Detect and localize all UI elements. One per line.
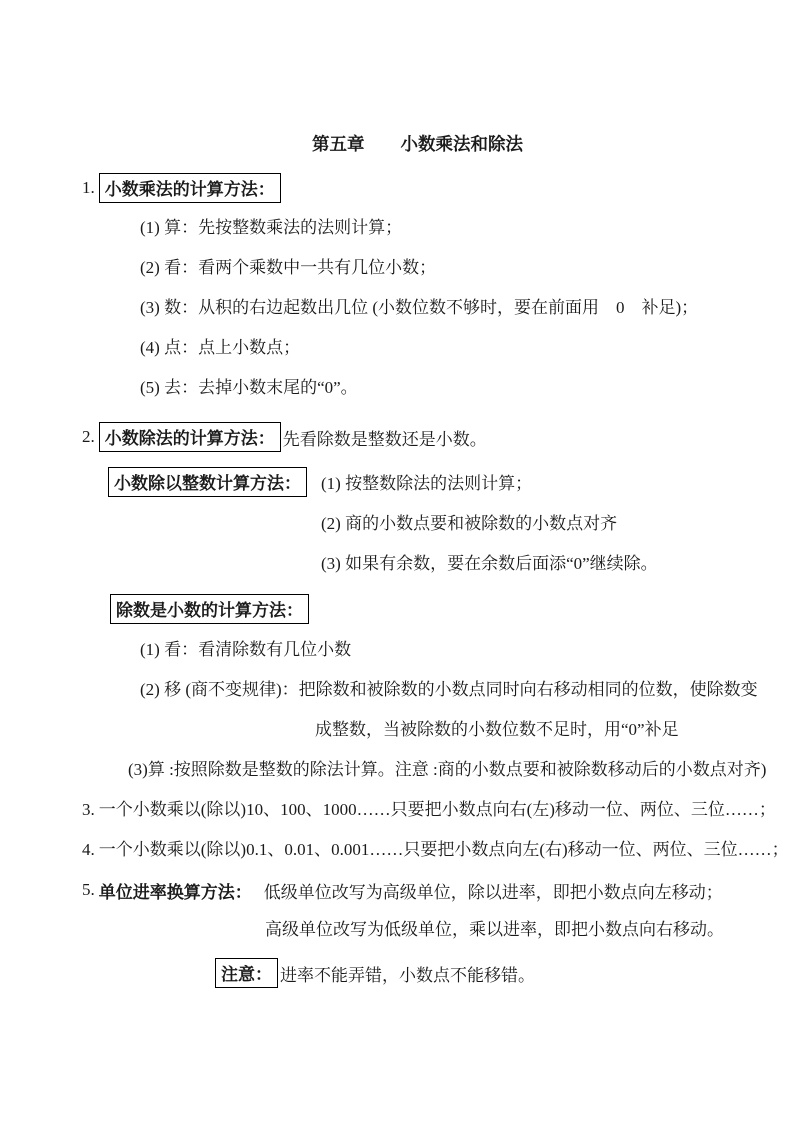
section-1-heading xyxy=(82,174,753,202)
section-1-number: 1. xyxy=(82,178,95,197)
divide-by-integer-boxed-label: 小数除以整数计算方法： xyxy=(108,467,307,497)
section-4-line xyxy=(82,830,789,870)
list-item: (3)算 :按照除数是整数的除法计算。注意 :商的小数点要和被除数移动后的小数点对齐) xyxy=(128,760,767,779)
divide-by-integer-items xyxy=(321,464,658,584)
list-item: (4) 点：点上小数点； xyxy=(140,338,301,357)
section-3-number: 3. xyxy=(82,800,95,819)
divisor-is-decimal-boxed-label: 除数是小数的计算方法： xyxy=(110,594,309,624)
list-item: (3) 数：从积的右边起数出几位 (小数位数不够时，要在前面用 0 补足)； xyxy=(140,298,699,317)
section-3-line xyxy=(82,790,776,830)
section-2-boxed-label: 小数除法的计算方法： xyxy=(99,422,281,452)
note-text: 进率不能弄错，小数点不能移错。 xyxy=(280,965,535,985)
section-2-number: 2. xyxy=(82,427,95,446)
list-item: (1) 算：先按整数乘法的法则计算； xyxy=(140,218,403,237)
section-5-line xyxy=(82,870,753,910)
section-2-trailing-text: 先看除数是整数还是小数。 xyxy=(282,429,487,449)
list-item: (3) 如果有余数，要在余数后面添“0”继续除。 xyxy=(321,554,658,573)
page-title xyxy=(82,132,753,156)
section-5-text-line2: 高级单位改写为低级单位，乘以进率，即把小数点向右移动。 xyxy=(265,920,724,939)
divisor-is-decimal-heading xyxy=(110,594,753,624)
list-item: (2) 看：看两个乘数中一共有几位小数； xyxy=(140,258,437,277)
section-5-number: 5. xyxy=(82,880,95,899)
list-item-continuation: 成整数，当被除数的小数位数不足时，用“0”补足 xyxy=(315,720,679,739)
section-5-text-line1: 低级单位改写为高级单位，除以进率，即把小数点向左移动； xyxy=(263,882,723,902)
section-4-number: 4. xyxy=(82,840,95,859)
chapter-label: 第五章 xyxy=(312,134,365,154)
section-1-boxed-label: 小数乘法的计算方法： xyxy=(99,173,281,203)
list-item: (1) 按整数除法的法则计算； xyxy=(321,474,533,493)
section-3-text: 一个小数乘以(除以)10、100、1000……只要把小数点向右(左)移动一位、两位、三位……； xyxy=(98,800,776,819)
chapter-subject: 小数乘法和除法 xyxy=(400,134,523,154)
note-line xyxy=(215,956,753,990)
list-item: (5) 去：去掉小数末尾的“0”。 xyxy=(140,378,358,397)
list-item: (2) 移 (商不变规律)：把除数和被除数的小数点同时向右移动相同的位数，使除数变 xyxy=(140,680,758,699)
divide-by-integer-group xyxy=(108,464,753,584)
list-item: (2) 商的小数点要和被除数的小数点对齐 xyxy=(321,514,618,533)
section-2-heading xyxy=(82,422,753,452)
list-item: (1) 看：看清除数有几位小数 xyxy=(140,640,352,659)
section-5-bold-label: 单位进率换算方法： xyxy=(98,882,252,902)
note-boxed-label: 注意： xyxy=(215,958,278,988)
section-4-text: 一个小数乘以(除以)0.1、0.01、0.001……只要把小数点向左(右)移动一位、两位、三位……； xyxy=(98,840,789,859)
